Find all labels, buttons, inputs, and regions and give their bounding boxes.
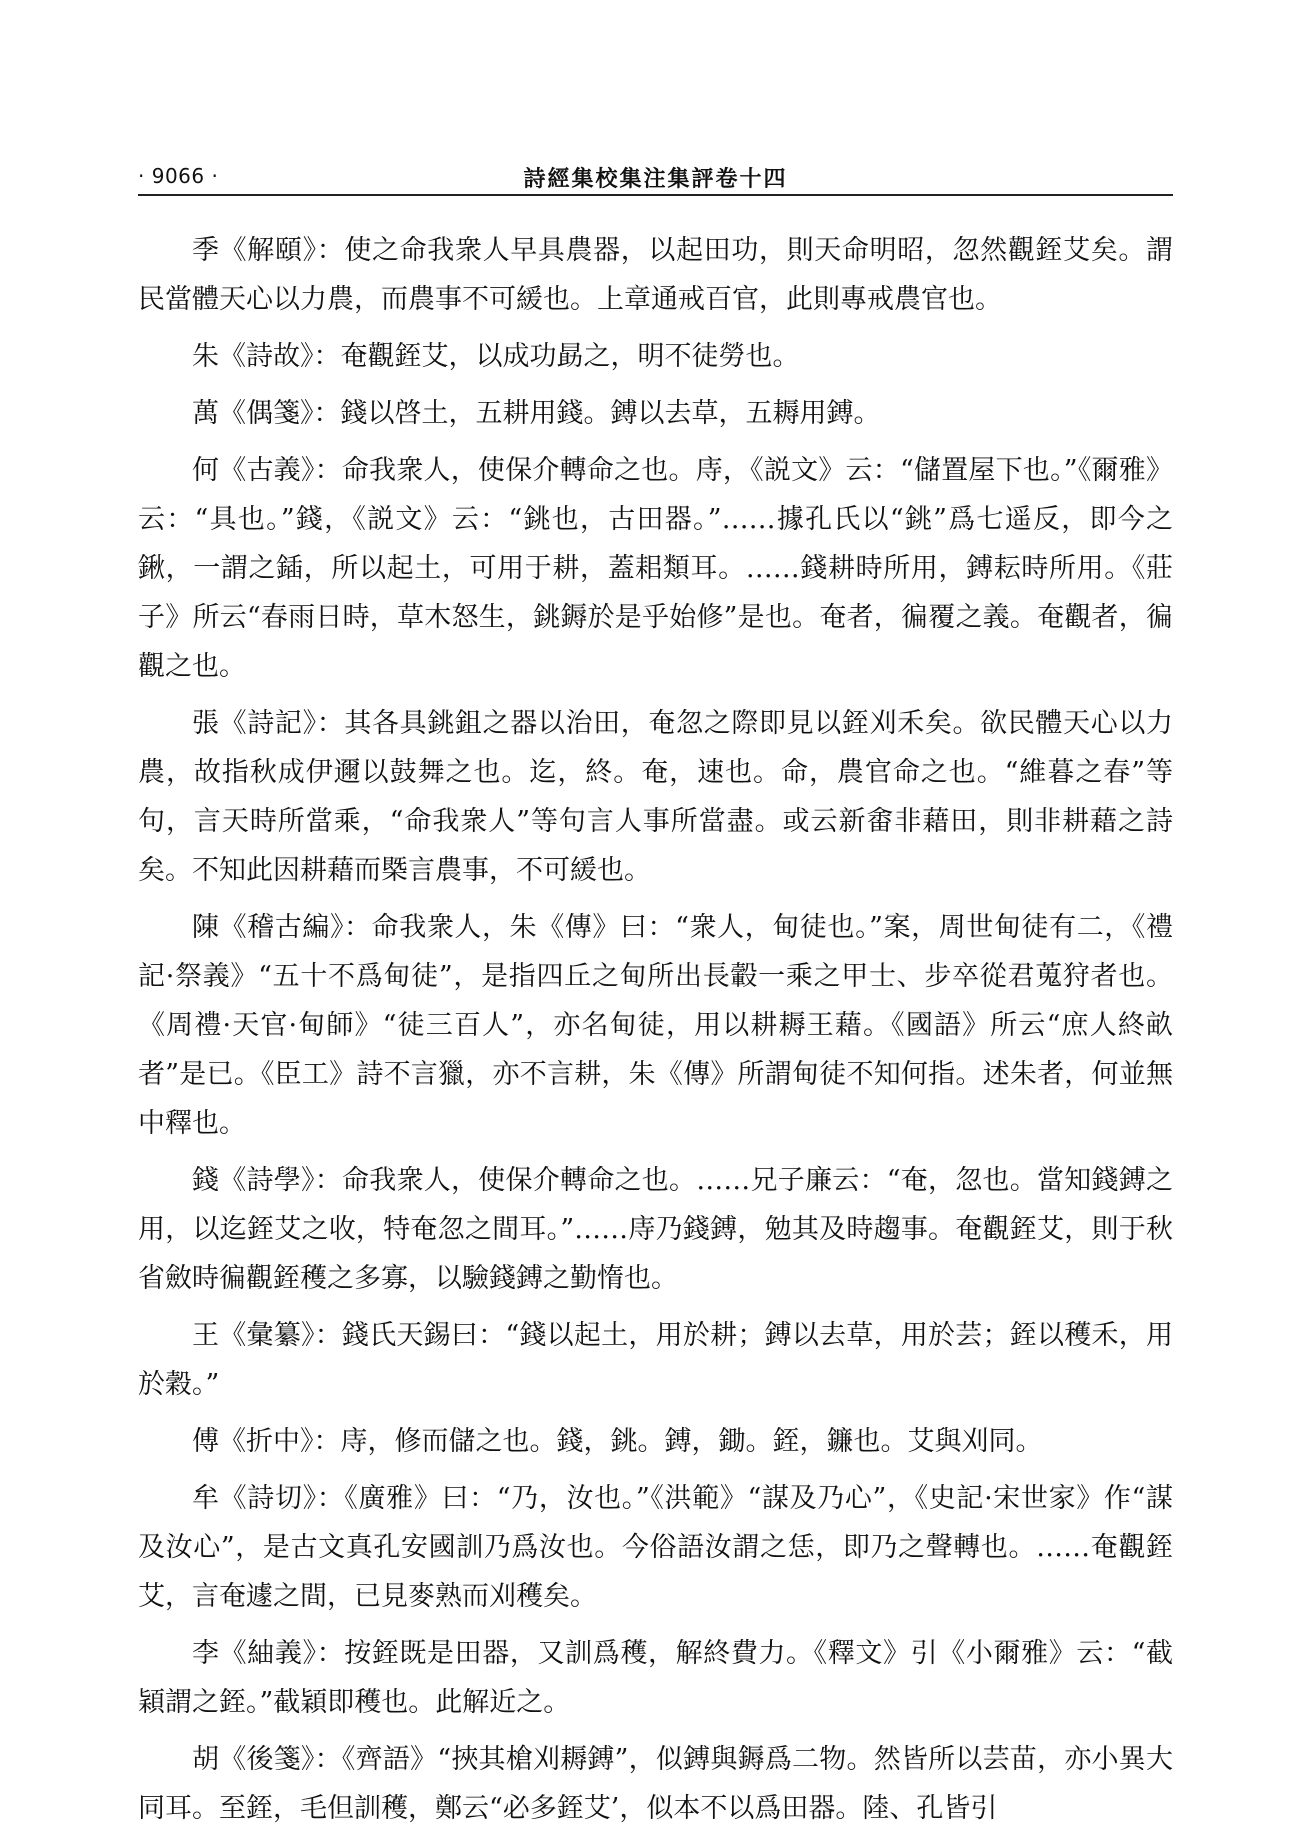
header-rule bbox=[138, 194, 1173, 196]
commentary-paragraph: 朱《詩故》：奄觀銍艾，以成功勗之，明不徒勞也。 bbox=[192, 341, 800, 372]
commentary-paragraph: 季《解頤》：使之命我衆人早具農器，以起田功，則天命明昭，忽然觀銍艾矣。謂民當體天心以力農，而農事不可緩也。上章通戒百官，此則專戒農官也。 bbox=[138, 235, 1173, 315]
commentary-paragraph: 王《彙纂》：錢氏天錫曰：“錢以起土，用於耕；鎛以去草，用於芸；銍以穫禾，用於穀。” bbox=[138, 1320, 1173, 1400]
commentary-paragraph: 牟《詩切》：《廣雅》曰：“乃，汝也。”《洪範》“謀及乃心”，《史記·宋世家》作“謀及汝心”，是古文真孔安國訓乃爲汝也。今俗語汝謂之恁，即乃之聲轉也。……奄觀銍艾，言奄遽之間，已見麥熟而刈穫矣。 bbox=[138, 1483, 1173, 1612]
commentary-paragraph: 張《詩記》：其各具銚鉏之器以治田，奄忽之際即見以銍刈禾矣。欲民體天心以力農，故指秋成伊邇以鼓舞之也。迄，終。奄，速也。命，農官命之也。“維暮之春”等句，言天時所當乘，“命我衆人”等句言人事所當盡。或云新畬非藉田，則非耕藉之詩矣。不知此因耕藉而槩言農事，不可緩也。 bbox=[138, 708, 1173, 886]
page-number: · 9066 · bbox=[138, 164, 219, 188]
page-header bbox=[138, 160, 1173, 196]
commentary-paragraph: 錢《詩學》：命我衆人，使保介轉命之也。……兄子廉云：“奄，忽也。當知錢鎛之用，以迄銍艾之收，特奄忽之間耳。”……庤乃錢鎛，勉其及時趨事。奄觀銍艾，則于秋省斂時徧觀銍穫之多寡，以驗錢鎛之勤惰也。 bbox=[138, 1165, 1173, 1294]
running-title: 詩經集校集注集評卷十四 bbox=[523, 166, 788, 192]
commentary-body bbox=[138, 226, 1173, 1841]
commentary-paragraph: 陳《稽古編》：命我衆人，朱《傳》曰：“衆人，甸徒也。”案，周世甸徒有二，《禮記·祭義》“五十不爲甸徒”，是指四丘之甸所出長轂一乘之甲士、步卒從君蒐狩者也。《周禮·天官·甸師》“徒三百人”，亦名甸徒，用以耕耨王藉。《國語》所云“庶人終畝者”是已。《臣工》詩不言獵，亦不言耕，朱《傳》所謂甸徒不知何指。述朱者，何並無中釋也。 bbox=[138, 912, 1173, 1139]
commentary-paragraph: 胡《後箋》：《齊語》“挾其槍刈耨鎛”，似鎛與鎒爲二物。然皆所以芸苗，亦小異大同耳。至銍，毛但訓穫，鄭云“必多銍艾’，似本不以爲田器。陸、孔皆引 bbox=[138, 1744, 1173, 1824]
commentary-paragraph: 李《紬義》：按銍既是田器，又訓爲穫，解終費力。《釋文》引《小爾雅》云：“截穎謂之銍。”截穎即穫也。此解近之。 bbox=[138, 1638, 1173, 1718]
commentary-paragraph: 傅《折中》：庤，修而儲之也。錢，銚。鎛，鋤。銍，鐮也。艾與刈同。 bbox=[192, 1426, 1043, 1457]
commentary-paragraph: 何《古義》：命我衆人，使保介轉命之也。庤，《説文》云：“儲置屋下也。”《爾雅》云：“具也。”錢，《説文》云：“銚也，古田器。”……據孔氏以“銚”爲七遥反，即今之鍬，一謂之鍤，所以起土，可用于耕，蓋耜類耳。……錢耕時所用，鎛耘時所用。《莊子》所云“春雨日時，草木怒生，銚鎒於是乎始修”是也。奄者，徧覆之義。奄觀者，徧觀之也。 bbox=[138, 455, 1173, 682]
commentary-paragraph: 萬《偶箋》：錢以啓土，五耕用錢。鎛以去草，五耨用鎛。 bbox=[192, 398, 881, 429]
